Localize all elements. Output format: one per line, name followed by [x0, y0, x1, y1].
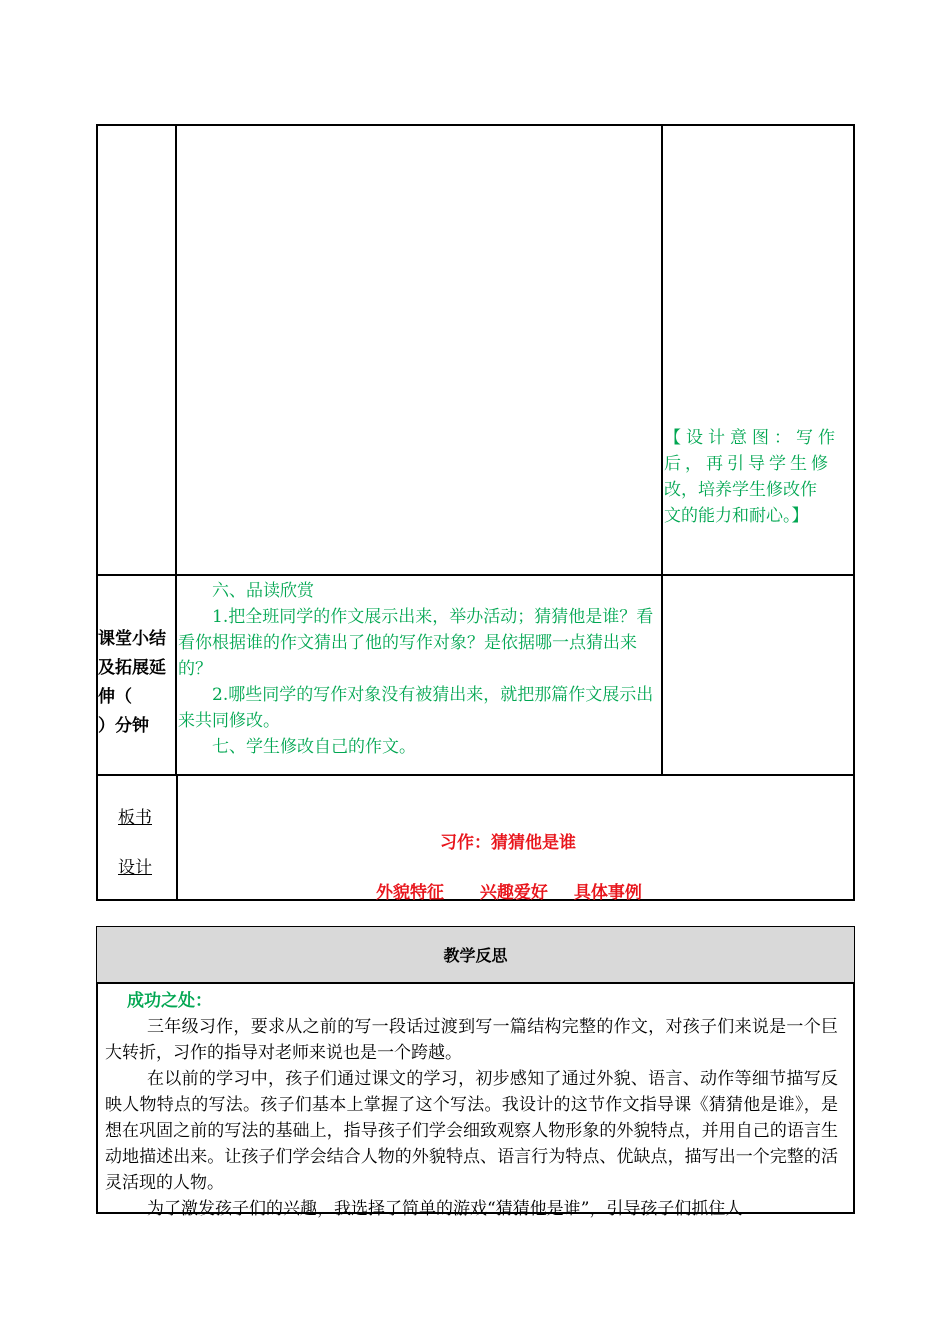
board-title: 习作：猜猜他是谁 — [440, 833, 576, 853]
label-line: ）分钟 — [98, 716, 149, 736]
design-intent-line: 改，培养学生修改作 — [664, 480, 817, 500]
board-keywords — [376, 878, 642, 903]
design-intent-note — [664, 425, 854, 529]
row-divider-1 — [96, 574, 855, 576]
reflection-title: 教学反思 — [443, 946, 508, 965]
row-divider-2 — [96, 774, 855, 776]
keyword: 兴趣爱好 — [479, 883, 548, 903]
summary-row-label — [98, 625, 176, 741]
keyword: 具体事例 — [573, 883, 642, 903]
section-heading-6: 六、品读欣赏 — [212, 581, 314, 601]
table-left-border — [96, 124, 98, 901]
section-heading-7: 七、学生修改自己的作文。 — [212, 737, 416, 757]
design-intent-line: 【设计意图：写作 — [664, 428, 840, 448]
reflection-paragraph: 在以前的学习中，孩子们通过课文的学习，初步感知了通过外貌、语言、动作等细节描写反映人物特点的写法。孩子们基本上掌握了这个写法。我设计的这节作文指导课《猜猜他是谁》，是想在巩固之前的写法的基础上，指导孩子们学会细致观察人物形象的外貌特点，并用自己的语言生动地描述出来。让孩子们学会结合人物的外貌特点、语言行为特点、优缺点，描写出一个完整的活灵活现的人物。 — [105, 1069, 838, 1193]
label-line: 伸（ — [98, 687, 132, 707]
design-intent-line: 文的能力和耐心。】 — [664, 506, 809, 526]
label-line: 及拓展延 — [98, 658, 166, 678]
design-intent-line: 后，再引导学生修 — [664, 454, 832, 474]
reflection-body — [105, 988, 838, 1222]
reflection-header-divider — [96, 982, 855, 984]
summary-content — [178, 578, 662, 760]
reflection-paragraph: 为了激发孩子们的兴趣，我选择了简单的游戏“猜猜他是谁”，引导孩子们抓住人 — [147, 1199, 743, 1219]
table-top-border — [96, 124, 855, 126]
reflection-paragraph: 三年级习作，要求从之前的写一段话过渡到写一篇结构完整的作文，对孩子们来说是一个巨大转折，习作的指导对老师来说也是一个跨越。 — [105, 1017, 838, 1063]
reflection-header — [97, 927, 854, 982]
board-label-2: 设计 — [118, 858, 152, 878]
activity-item-2: 2.哪些同学的写作对象没有被猜出来，就把那篇作文展示出来共同修改。 — [178, 685, 654, 731]
success-label: 成功之处： — [127, 991, 212, 1011]
keyword: 外貌特征 — [376, 883, 444, 903]
board-label-1: 板书 — [118, 808, 152, 828]
label-line: 课堂小结 — [98, 629, 166, 649]
col-divider-1b — [176, 775, 178, 901]
activity-item-1: 1.把全班同学的作文展示出来，举办活动；猜猜他是谁？看看你根据谁的作文猜出了他的写作对象？是依据哪一点猜出来的？ — [178, 607, 654, 679]
